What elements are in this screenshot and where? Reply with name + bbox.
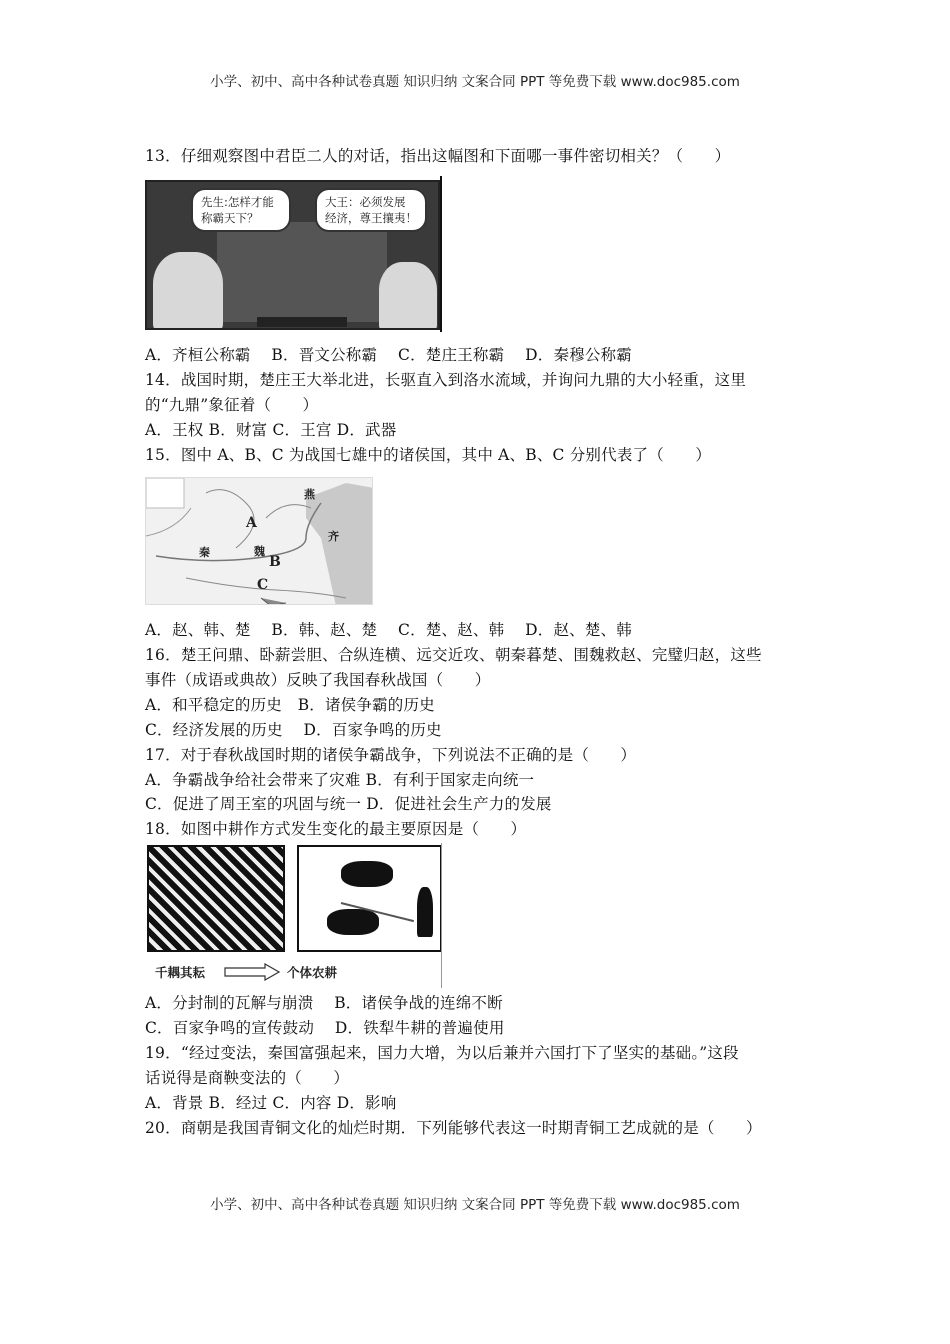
question-15-map xyxy=(145,477,373,605)
map-label-qi: 齐 xyxy=(328,530,339,543)
question-15-options: A．赵、韩、楚 B．韩、赵、楚 C．楚、赵、韩 D．赵、楚、韩 xyxy=(145,621,632,639)
question-15-stem: 15．图中 A、B、C 为战国七雄中的诸侯国，其中 A、B、C 分别代表了（ ） xyxy=(145,446,712,464)
question-17-stem: 17．对于春秋战国时期的诸侯争霸战争，下列说法不正确的是（ ） xyxy=(145,746,637,764)
question-20-stem: 20．商朝是我国青铜文化的灿烂时期．下列能够代表这一时期青铜工艺成就的是（ ） xyxy=(145,1119,762,1137)
question-16-options-line-2: C．经济发展的历史 D．百家争鸣的历史 xyxy=(145,721,442,739)
figure-right-person xyxy=(379,262,437,330)
question-14-options: A．王权 B．财富 C．王宫 D．武器 xyxy=(145,421,397,439)
question-14-stem-line-1: 14．战国时期，楚庄王大举北进，长驱直入到洛水流域，并询问九鼎的大小轻重，这里 xyxy=(145,371,747,389)
map-label-c: C xyxy=(257,577,269,593)
arrow-right-icon xyxy=(223,963,283,981)
ox-lower xyxy=(327,909,379,935)
speech-bubble-right xyxy=(315,188,427,232)
question-16-stem-line-1: 16．楚王问鼎、卧薪尝胆、合纵连横、远交近攻、朝秦暮楚、围魏救赵、完璧归赵，这些 xyxy=(145,646,762,664)
bubble-right-line-1: 大王：必须发展 xyxy=(325,195,406,209)
question-16-stem-line-2: 事件（成语或典故）反映了我国春秋战国（ ） xyxy=(145,671,491,689)
figure-border-line xyxy=(440,176,442,332)
map-label-a: A xyxy=(246,515,257,531)
question-14-stem-line-2: 的“九鼎”象征着（ ） xyxy=(145,396,319,414)
question-13-stem: 13．仔细观察图中君臣二人的对话，指出这幅图和下面哪一事件密切相关？（ ） xyxy=(145,147,731,165)
question-17-options-line-1: A．争霸战争给社会带来了灾难 B．有利于国家走向统一 xyxy=(145,771,535,789)
map-label-b: B xyxy=(269,554,281,570)
question-18-options-line-2: C．百家争鸣的宣传鼓动 D．铁犁牛耕的普遍使用 xyxy=(145,1019,505,1037)
bubble-left-line-1: 先生:怎样才能 xyxy=(201,195,274,209)
ox-plough-panel xyxy=(297,845,442,952)
page-header: 小学、初中、高中各种试卷真题 知识归纳 文案合同 PPT 等免费下载 www.doc985.com xyxy=(210,74,740,90)
question-19-stem-line-1: 19．“经过变法，秦国富强起来，国力大增，为以后兼并六国打下了坚实的基础。”这段 xyxy=(145,1044,739,1062)
map-label-wei: 魏 xyxy=(254,545,265,558)
ox-upper xyxy=(341,861,393,887)
speech-bubble-left xyxy=(191,188,291,232)
farmer xyxy=(417,887,433,937)
question-18-options-line-1: A．分封制的瓦解与崩溃 B．诸侯争战的连绵不断 xyxy=(145,994,503,1012)
figure-border-line xyxy=(441,843,442,988)
table xyxy=(257,317,347,327)
wall-background xyxy=(217,222,387,322)
question-18-stem: 18．如图中耕作方式发生变化的最主要原因是（ ） xyxy=(145,820,527,838)
question-18-figure xyxy=(145,843,443,988)
map-label-yan: 燕 xyxy=(304,488,315,501)
caption-left: 千耦其耘 xyxy=(155,965,206,980)
bubble-left-line-2: 称霸天下？ xyxy=(201,211,259,225)
page-footer: 小学、初中、高中各种试卷真题 知识归纳 文案合同 PPT 等免费下载 www.doc985.com xyxy=(210,1197,740,1213)
group-farming-panel xyxy=(147,845,285,952)
map-label-qin: 秦 xyxy=(199,546,210,559)
question-13-options: A．齐桓公称霸 B．晋文公称霸 C．楚庄王称霸 D．秦穆公称霸 xyxy=(145,346,632,364)
question-19-stem-line-2: 话说得是商鞅变法的（ ） xyxy=(145,1069,350,1087)
figure-left-person xyxy=(153,252,223,330)
question-19-options: A．背景 B．经过 C．内容 D．影响 xyxy=(145,1094,397,1112)
question-16-options-line-1: A．和平稳定的历史 B．诸侯争霸的历史 xyxy=(145,696,435,714)
caption-right: 个体农耕 xyxy=(287,965,338,980)
question-13-figure xyxy=(145,180,440,330)
question-17-options-line-2: C．促进了周王室的巩固与统一 D．促进社会生产力的发展 xyxy=(145,795,552,813)
bubble-right-line-2: 经济，尊王攘夷！ xyxy=(325,211,417,225)
